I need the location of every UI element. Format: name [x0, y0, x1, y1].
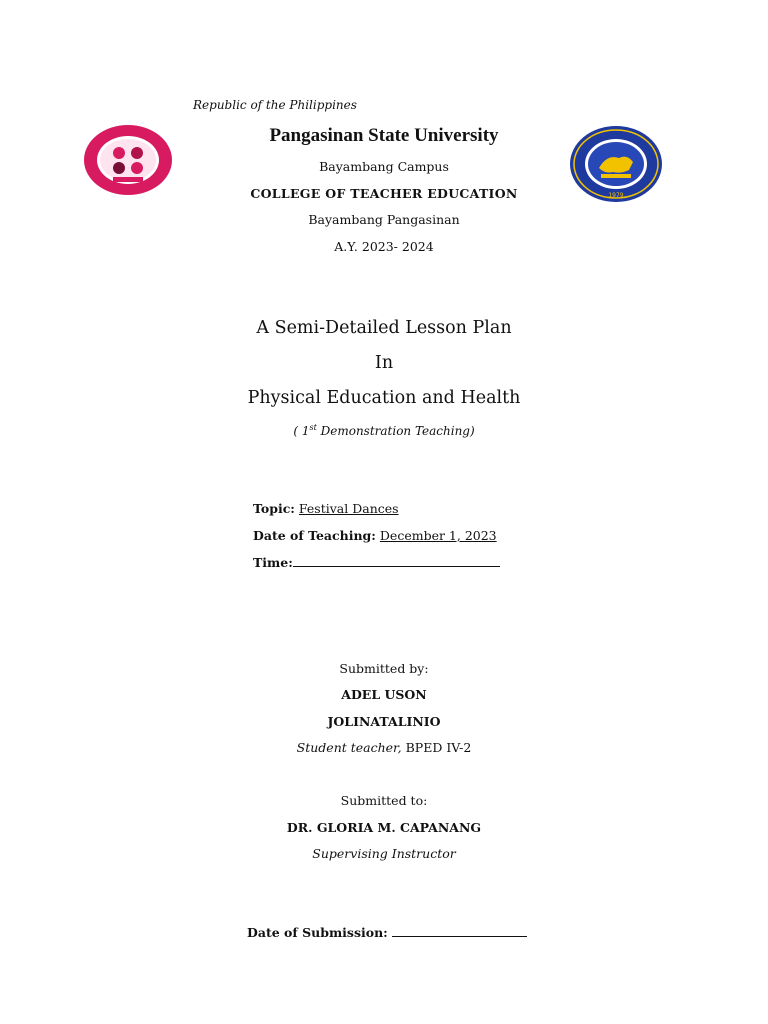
republic-line: Republic of the Philippines: [193, 98, 357, 112]
university-name: Pangasinan State University: [269, 125, 499, 146]
date-of-submission-field: [247, 925, 527, 940]
time-label: Time:: [253, 555, 293, 570]
title-line-3: Physical Education and Health: [247, 388, 521, 408]
psu-seal-year: 1979: [608, 192, 624, 199]
instructor-role: Supervising Instructor: [312, 846, 456, 861]
demonstration-note: ( 1st Demonstration Teaching): [293, 423, 475, 438]
campus-name: Bayambang Campus: [319, 159, 449, 174]
time-blank-line: [293, 565, 500, 567]
date-label: Date of Teaching:: [253, 528, 376, 543]
topic-value: Festival Dances: [298, 501, 399, 516]
title-line-2: In: [374, 353, 394, 373]
campus-location: Bayambang Pangasinan: [308, 212, 460, 227]
submitted-to-label: Submitted to:: [340, 793, 428, 808]
topic-label: Topic:: [253, 501, 295, 516]
submitted-by-label: Submitted by:: [339, 661, 429, 676]
college-name: COLLEGE OF TEACHER EDUCATION: [250, 186, 518, 201]
date-of-teaching-field: [253, 528, 497, 543]
submitter-name-2: JOLINATALINIO: [327, 714, 441, 729]
instructor-name: DR. GLORIA M. CAPANANG: [286, 820, 482, 835]
submission-blank-line: [392, 935, 527, 937]
submitter-name-1: ADEL USON: [341, 687, 427, 702]
date-value: December 1, 2023: [379, 528, 497, 543]
topic-field: [253, 501, 399, 516]
title-line-1: A Semi-Detailed Lesson Plan: [256, 318, 512, 338]
submission-label: Date of Submission:: [247, 925, 388, 940]
academic-year: A.Y. 2023- 2024: [334, 239, 434, 254]
time-field: [253, 555, 500, 570]
submitter-role: Student teacher, BPED IV-2: [296, 740, 472, 755]
